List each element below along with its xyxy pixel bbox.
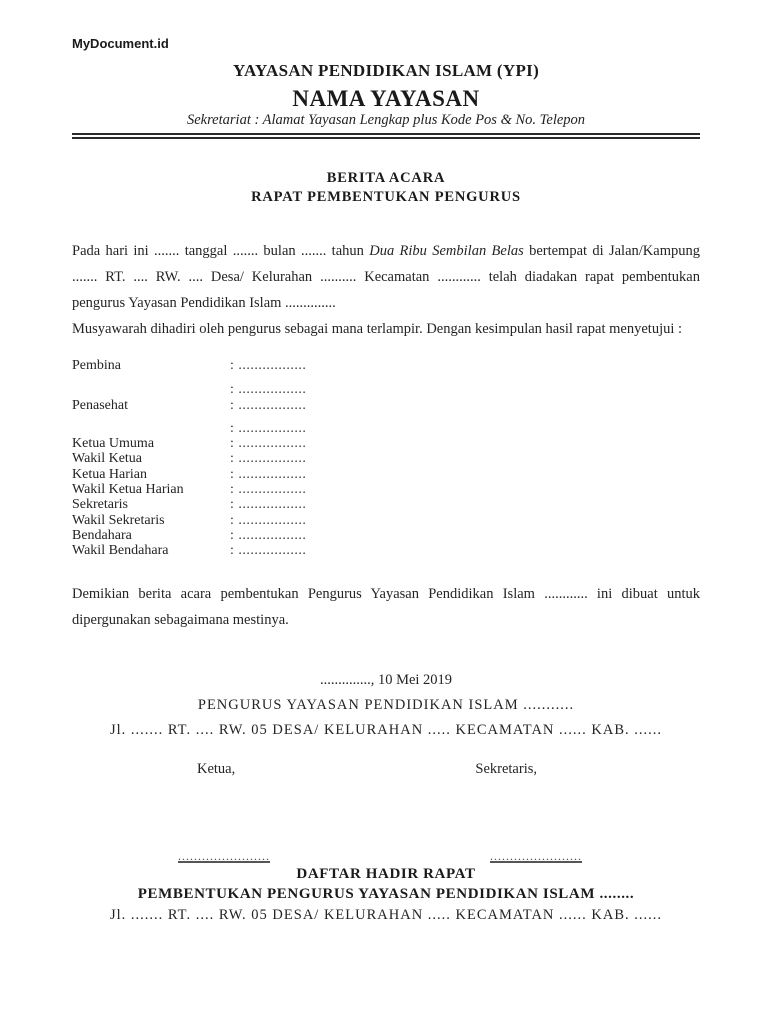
position-row — [72, 467, 700, 482]
positions-list — [72, 358, 700, 559]
paragraph-closing: Demikian berita acara pembentukan Pengurus Yayasan Pendidikan Islam ............ ini dibuat untuk dipergunakan sebagaimana mestinya. — [72, 585, 700, 628]
position-value-dots: : ................. — [230, 420, 307, 436]
position-label — [72, 421, 230, 436]
document-title-line1: BERITA ACARA — [326, 170, 446, 186]
document-title — [72, 169, 700, 207]
position-row — [72, 451, 700, 466]
position-value-dots: : ................. — [230, 382, 307, 398]
position-row — [72, 382, 700, 397]
position-row — [72, 528, 700, 543]
attendance-title-line1: DAFTAR HADIR RAPAT — [296, 865, 476, 882]
position-label: Penasehat — [72, 397, 128, 413]
position-label: Wakil Ketua — [72, 451, 143, 467]
position-value-dots: : ................. — [230, 543, 307, 559]
attendance-title-line2: PEMBENTUKAN PENGURUS YAYASAN PENDIDIKAN ISLAM ........ — [137, 885, 635, 902]
signature-lines-row — [72, 848, 700, 863]
position-value-dots: : ................. — [230, 358, 307, 373]
position-label: Sekretaris — [72, 497, 128, 513]
position-label — [72, 382, 230, 397]
org-type-line: YAYASAN PENDIDIKAN ISLAM (YPI) — [232, 61, 540, 80]
attendance-address-line: Jl. ....... RT. .... RW. 05 DESA/ KELURAHAN ..... KECAMATAN ...... KAB. ...... — [109, 906, 663, 923]
role-ketua-label: Ketua, — [197, 760, 236, 777]
position-value-dots: : ................. — [230, 466, 307, 482]
position-label: Bendahara — [72, 527, 132, 543]
position-label: Ketua Umuma — [72, 436, 155, 452]
signoff-block — [72, 671, 700, 739]
opening-text-after: bertempat di Jalan/Kampung ....... RT. .... RW. .... Desa/ Kelurahan .......... Kecamatan ............ telah diadakan rapat pembentukan pengurus Yayasan Pendidikan Islam .............. — [72, 243, 700, 311]
year-in-words: Dua Ribu Sembilan Belas — [369, 243, 524, 259]
org-name-line: NAMA YAYASAN — [292, 86, 480, 111]
position-value-dots: : ................. — [230, 397, 307, 413]
ketua-signature-line: ....................... — [178, 848, 270, 863]
position-row — [72, 482, 700, 497]
signature-roles-row — [72, 761, 700, 778]
attendance-section — [72, 864, 700, 925]
signoff-org-line: PENGURUS YAYASAN PENDIDIKAN ISLAM ........... — [197, 696, 575, 713]
document-title-line2: RAPAT PEMBENTUKAN PENGURUS — [251, 189, 521, 205]
opening-text-before: Pada hari ini ....... tanggal ....... bulan ....... tahun — [72, 243, 370, 259]
position-value-dots: : ................. — [230, 451, 307, 467]
position-row — [72, 543, 700, 558]
position-row — [72, 513, 700, 528]
position-value-dots: : ................. — [230, 482, 307, 498]
position-row — [72, 358, 700, 373]
paragraph-opening — [72, 238, 700, 316]
letterhead — [72, 61, 700, 129]
position-label: Wakil Ketua Harian — [72, 482, 184, 498]
position-value-dots: : ................. — [230, 436, 307, 452]
letterhead-divider — [72, 133, 700, 139]
place-date-line: .............., 10 Mei 2019 — [319, 671, 453, 688]
position-label: Pembina — [72, 358, 121, 373]
position-row — [72, 497, 700, 512]
position-row — [72, 436, 700, 451]
role-sekretaris-label: Sekretaris, — [475, 760, 537, 777]
position-label: Wakil Sekretaris — [72, 512, 165, 528]
position-row — [72, 398, 700, 413]
secretariat-line: Sekretariat : Alamat Yayasan Lengkap plus Kode Pos & No. Telepon — [186, 112, 586, 128]
position-label: Wakil Bendahara — [72, 543, 169, 559]
signoff-address-line: Jl. ....... RT. .... RW. 05 DESA/ KELURAHAN ..... KECAMATAN ...... KAB. ...... — [109, 721, 663, 738]
position-label: Ketua Harian — [72, 466, 148, 482]
position-row — [72, 421, 700, 436]
paragraph-musyawarah: Musyawarah dihadiri oleh pengurus sebagai mana terlampir. Dengan kesimpulan hasil rapat menyetujui : — [72, 321, 683, 337]
position-value-dots: : ................. — [230, 512, 307, 528]
brand-logo: MyDocument.id — [72, 36, 169, 51]
position-value-dots: : ................. — [230, 497, 307, 513]
sekretaris-signature-line: ....................... — [490, 848, 582, 863]
position-value-dots: : ................. — [230, 527, 307, 543]
